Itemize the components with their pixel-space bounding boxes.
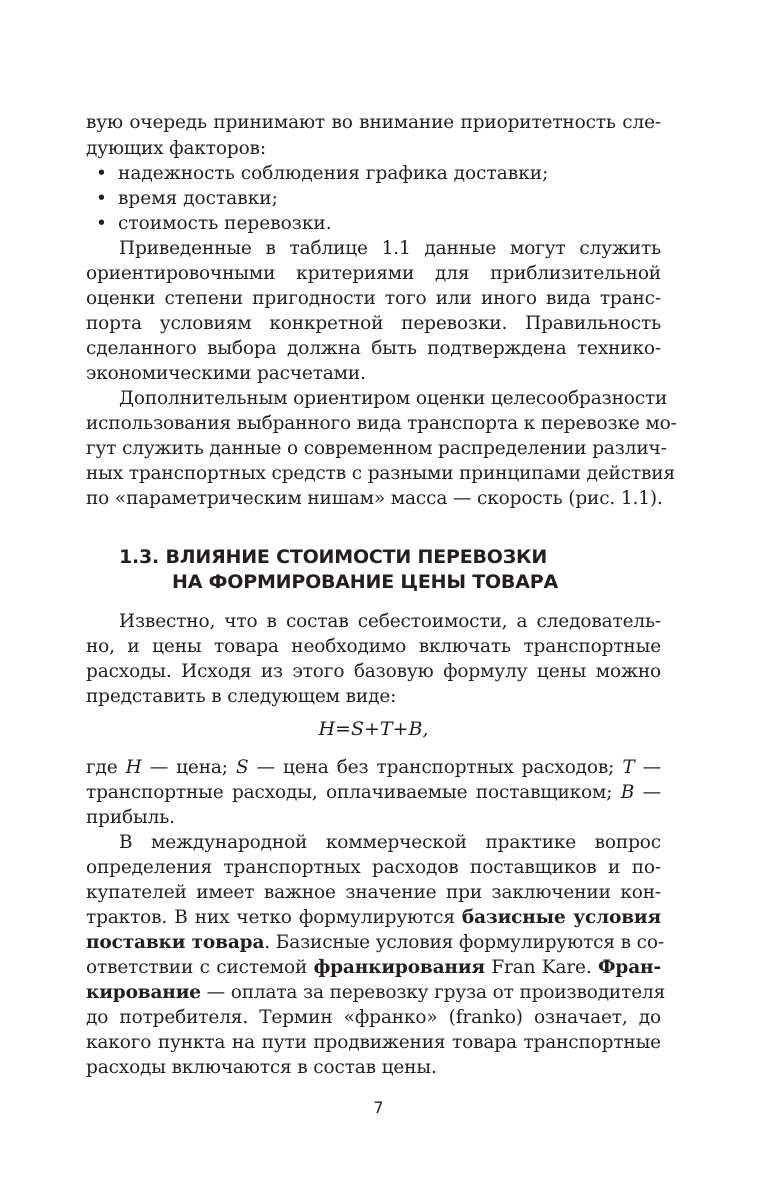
bold-term: поставки товара bbox=[86, 932, 265, 953]
text-line: экономическими расчетами. bbox=[86, 363, 366, 384]
text-line: но, и цены товара необходимо включать транспортные bbox=[86, 636, 661, 657]
text-line: расходы включаются в состав цены. bbox=[86, 1057, 437, 1078]
section-title-line: ВЛИЯНИЕ СТОИМОСТИ ПЕРЕВОЗКИ bbox=[165, 546, 548, 568]
text-line: ориентировочными критериями для приблизительной bbox=[86, 263, 661, 284]
bold-term: базисные условия bbox=[461, 907, 661, 928]
text-line: расходы. Исходя из этого базовую формулу цены можно bbox=[86, 661, 661, 682]
text-line: поставки товара. Базисные условия формулируются в со- bbox=[86, 932, 664, 953]
list-item-text: время доставки; bbox=[118, 188, 278, 209]
list-item-text: стоимость перевозки. bbox=[118, 213, 332, 234]
list-item bbox=[96, 212, 332, 236]
text-line: представить в следующем виде: bbox=[86, 686, 397, 707]
bullet-icon: • bbox=[96, 213, 107, 234]
text-line: дующих факторов: bbox=[86, 138, 266, 159]
text-line: В международной коммерческой практике вопрос bbox=[119, 832, 661, 853]
bold-term: Фран- bbox=[598, 957, 661, 978]
text-line: ных транспортных средств с разными принципами действия bbox=[86, 463, 675, 484]
list-item bbox=[96, 187, 278, 211]
page-number: 7 bbox=[373, 1098, 384, 1117]
bold-term: франкирования bbox=[313, 957, 485, 978]
text-line: где H — цена; S — цена без транспортных расходов; T — bbox=[86, 757, 661, 778]
text-line: кирование — оплата за перевозку груза от производителя bbox=[86, 982, 666, 1003]
text-line: купателей имеет важное значение при заключении кон- bbox=[86, 882, 661, 903]
list-item bbox=[96, 162, 548, 186]
text-line: оценки степени пригодности того или иного вида транс- bbox=[86, 288, 661, 309]
section-heading bbox=[119, 545, 547, 569]
var-B: B bbox=[620, 782, 635, 803]
bullet-icon: • bbox=[96, 188, 107, 209]
text-line: по «параметрическим нишам» масса — скорость (рис. 1.1). bbox=[86, 488, 663, 509]
bullet-icon: • bbox=[96, 163, 107, 184]
text-line: сделанного выбора должна быть подтверждена технико- bbox=[86, 338, 661, 359]
text-line: ответствии с системой франкирования Fran Kare. Фран- bbox=[86, 957, 661, 978]
text-line: прибыль. bbox=[86, 807, 175, 828]
list-item-text: надежность соблюдения графика доставки; bbox=[118, 163, 549, 184]
text-line: трактов. В них четко формулируются базисные условия bbox=[86, 907, 661, 928]
section-number: 1.3. bbox=[119, 546, 160, 568]
var-H: H bbox=[125, 757, 142, 778]
text-line: определения транспортных расходов поставщиков и по- bbox=[86, 857, 661, 878]
price-formula: H=S+T+B, bbox=[318, 718, 429, 740]
text-line: вую очередь принимают во внимание приоритетность сле- bbox=[86, 112, 661, 133]
text-line: Приведенные в таблице 1.1 данные могут служить bbox=[119, 238, 661, 259]
text-line: использования выбранного вида транспорта к перевозке мо- bbox=[86, 413, 677, 434]
text-line: какого пункта на пути продвижения товара транспортные bbox=[86, 1032, 661, 1053]
text-line: гут служить данные о современном распределении различ- bbox=[86, 438, 667, 459]
text-line: Дополнительным ориентиром оценки целесообразности bbox=[119, 388, 668, 409]
section-title-line: НА ФОРМИРОВАНИЕ ЦЕНЫ ТОВАРА bbox=[172, 571, 558, 593]
var-S: S bbox=[235, 757, 249, 778]
bold-term: кирование bbox=[86, 982, 201, 1003]
text-line: транспортные расходы, оплачиваемые поставщиком; B — bbox=[86, 782, 661, 803]
text-line: до потребителя. Термин «франко» (franko) означает, до bbox=[86, 1007, 661, 1028]
text-line: Известно, что в состав себестоимости, а следователь- bbox=[119, 611, 661, 632]
text-line: порта условиям конкретной перевозки. Правильность bbox=[86, 313, 661, 334]
var-T: T bbox=[622, 757, 635, 778]
